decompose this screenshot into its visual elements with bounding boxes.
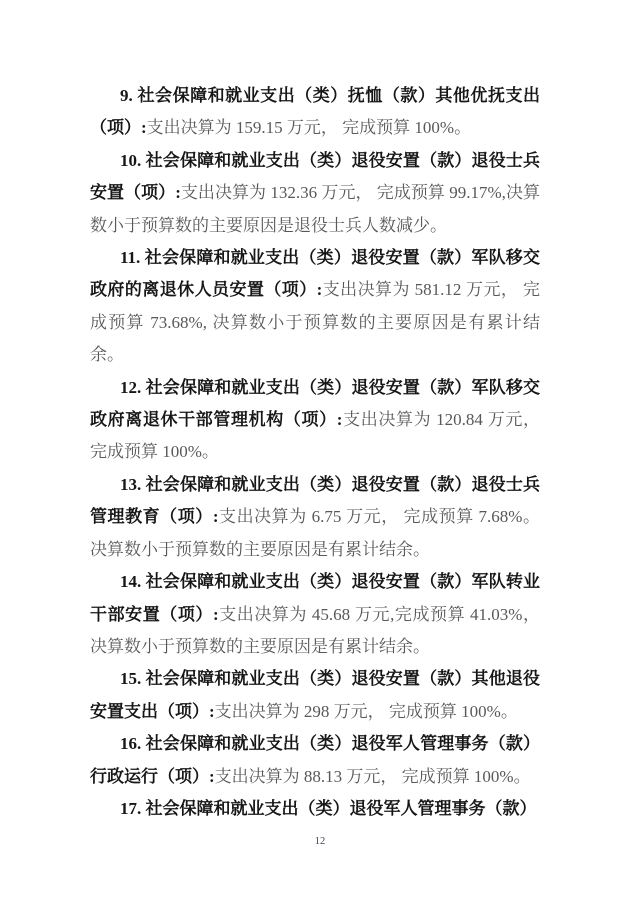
budget-item-paragraph-14 [90,566,540,663]
budget-item-detail: 支出决算为 132.36 万元， 完成预算 99.17%,决算数小于预算数的主要原因是退役士兵人数减少。 [90,183,540,235]
budget-item-heading: 14. 社会保障和就业支出（类）退役安置（款）军队转业干部安置（项）: [90,572,540,624]
budget-item-paragraph-12 [90,372,540,469]
budget-item-detail: 支出决算为 120.84 万元，完成预算 100%。 [90,410,541,462]
budget-item-heading: 12. 社会保障和就业支出（类）退役安置（款）军队移交政府离退休干部管理机构（项）: [90,377,540,430]
budget-item-detail: 支出决算为 6.75 万元， 完成预算 7.68%。决算数小于预算数的主要原因是有累计结余。 [90,507,540,559]
budget-item-detail: 支出决算为 88.13 万元， 完成预算 100%。 [214,766,531,786]
budget-item-paragraph-16 [90,728,540,793]
budget-item-paragraph-9 [90,80,540,145]
budget-item-heading: 15. 社会保障和就业支出（类）退役安置（款）其他退役安置支出（项）: [90,669,540,721]
budget-item-paragraph-10 [90,145,540,242]
budget-item-detail: 支出决算为 298 万元， 完成预算 100%。 [214,701,518,721]
budget-item-heading: 9. 社会保障和就业支出（类）抚恤（款）其他优抚支出（项）: [90,86,540,138]
budget-item-paragraph-11 [90,242,540,372]
budget-item-heading: 16. 社会保障和就业支出（类）退役军人管理事务（款）行政运行（项）: [90,734,540,786]
page-number: 12 [314,836,326,847]
document-body [90,80,540,825]
budget-item-heading: 13. 社会保障和就业支出（类）退役安置（款）退役士兵管理教育（项）: [90,474,540,527]
budget-item-paragraph-17 [90,793,540,825]
budget-item-paragraph-13 [90,469,540,566]
budget-item-heading: 11. 社会保障和就业支出（类）退役安置（款）军队移交政府的离退休人员安置（项）: [90,248,540,300]
budget-item-detail: 支出决算为 159.15 万元， 完成预算 100%。 [146,118,472,138]
budget-item-detail: 支出决算为 581.12 万元， 完成预算 73.68%, 决算数小于预算数的主要原因是有累计结余。 [90,280,540,365]
budget-item-detail: 支出决算为 45.68 万元,完成预算 41.03%，决算数小于预算数的主要原因是有累计结余。 [90,604,540,656]
budget-item-heading: 17. 社会保障和就业支出（类）退役军人管理事务（款） [120,798,537,818]
budget-item-heading: 10. 社会保障和就业支出（类）退役安置（款）退役士兵安置（项）: [90,150,540,203]
budget-item-paragraph-15 [90,663,540,728]
